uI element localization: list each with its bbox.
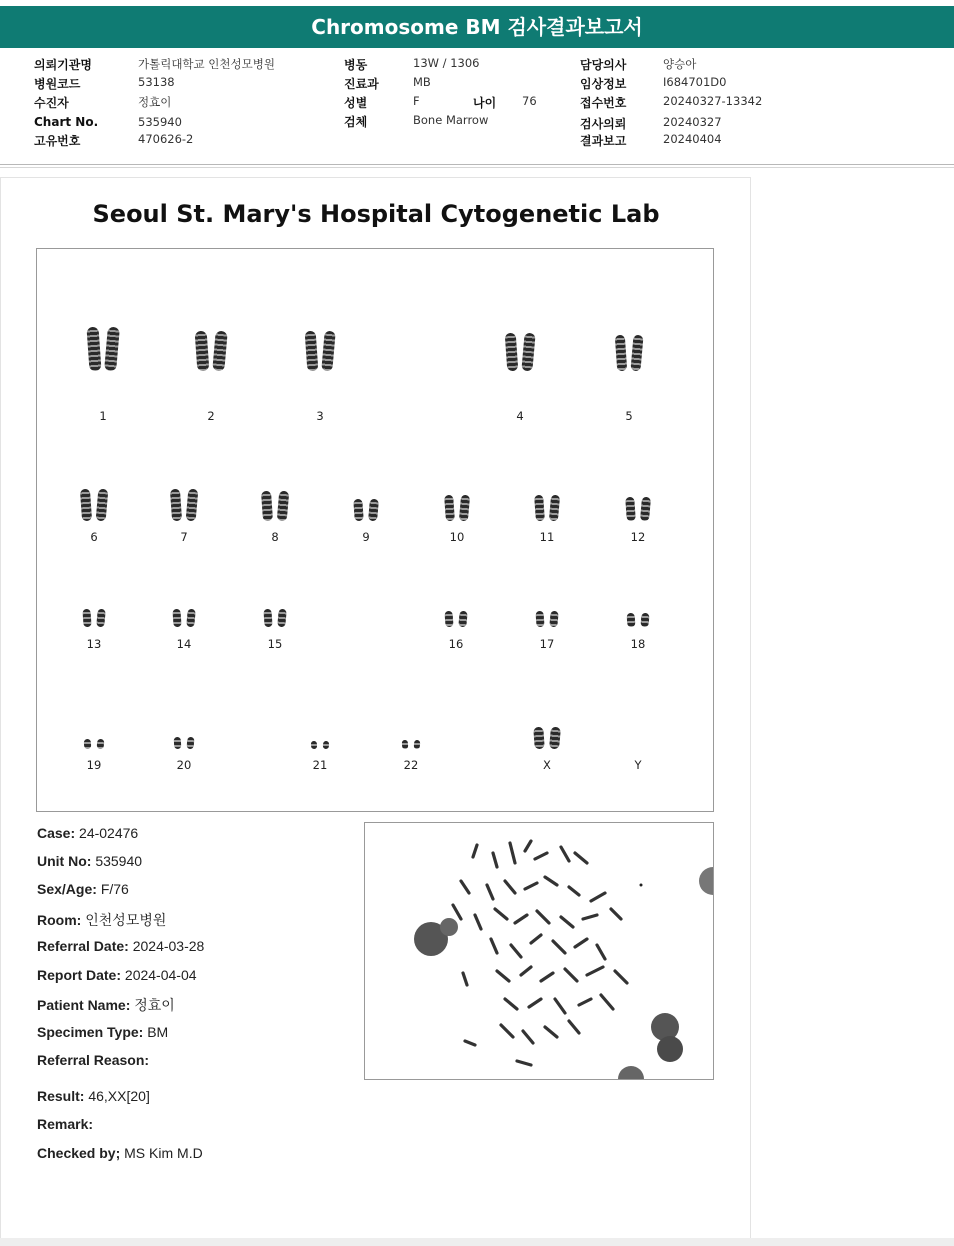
- case-value: 24-02476: [79, 825, 139, 841]
- chromosome-label: 7: [180, 530, 188, 544]
- referral-reason-label: Referral Reason:: [37, 1052, 150, 1068]
- chromosome-14: [172, 609, 181, 628]
- header-divider: [0, 164, 954, 165]
- chromosome-label: 11: [539, 530, 555, 544]
- specimen-type-label: Specimen Type:: [37, 1024, 144, 1040]
- karyogram: [36, 248, 714, 812]
- chromosome-label: 9: [362, 530, 370, 544]
- chromosome-11: [549, 495, 560, 522]
- chromosome-14: [186, 609, 196, 628]
- header-value-hospital-code: 53138: [138, 75, 175, 89]
- chromosome-2: [212, 331, 227, 372]
- checked-by-field: [37, 1145, 203, 1161]
- chromosome-8: [261, 491, 273, 522]
- chromosome-18: [627, 613, 636, 628]
- header-value-patient: 정효이: [138, 95, 172, 109]
- header-label-age: 나이: [473, 96, 497, 110]
- sex-age-label: Sex/Age:: [37, 881, 97, 897]
- header-value-receipt-no: 20240327-13342: [663, 94, 763, 108]
- chromosome-label: 8: [271, 530, 279, 544]
- report-date-label: Report Date:: [37, 967, 122, 983]
- chromosome-label: 12: [630, 530, 646, 544]
- unit-no-field: [37, 853, 142, 869]
- chromosome-label: 4: [516, 409, 524, 423]
- chromosome-7: [170, 489, 182, 522]
- header-label-result-report: 결과보고: [580, 134, 627, 148]
- chromosome-label: 19: [86, 758, 102, 772]
- sex-age-value: F/76: [100, 881, 129, 897]
- chromosome-22: [402, 740, 409, 749]
- metaphase-image: [364, 822, 714, 1080]
- chromosome-13: [96, 609, 106, 628]
- referral-date-value: 2024-03-28: [132, 938, 205, 954]
- chromosome-19: [84, 739, 92, 749]
- chromosome-label: 3: [316, 409, 324, 423]
- chromosome-6: [96, 489, 109, 522]
- chromosome-X: [549, 727, 561, 750]
- report-title-banner: [0, 6, 954, 48]
- patient-name-field: [37, 995, 175, 1015]
- remark-field: [37, 1116, 93, 1132]
- header-label-sex: 성별: [344, 96, 368, 110]
- header-value-unique-no: 470626-2: [138, 132, 194, 146]
- header-label-specimen: 검체: [344, 115, 368, 129]
- chromosome-16: [444, 611, 453, 628]
- chromosome-10: [459, 495, 470, 522]
- chromosome-12: [625, 497, 636, 522]
- remark-label: Remark:: [37, 1116, 94, 1132]
- chromosome-15: [277, 609, 287, 628]
- chromosome-label: 5: [625, 409, 633, 423]
- header-value-institution: 가톨릭대학교 인천성모병원: [138, 57, 275, 71]
- chromosome-1: [104, 327, 120, 372]
- chromosome-7: [186, 489, 199, 522]
- chromosome-3: [305, 331, 319, 372]
- unit-no-value: 535940: [95, 853, 143, 869]
- chromosome-label: X: [543, 758, 551, 772]
- report-date-value: 2024-04-04: [124, 967, 197, 983]
- chromosome-label: 15: [267, 637, 283, 651]
- specimen-type-value: BM: [147, 1024, 169, 1040]
- header-label-department: 진료과: [344, 77, 379, 91]
- report-date-field: [37, 967, 197, 983]
- chromosome-8: [277, 491, 290, 522]
- referral-reason-field: [37, 1052, 149, 1068]
- chromosome-9: [353, 499, 364, 522]
- chromosome-19: [97, 739, 105, 750]
- room-label: Room:: [37, 912, 82, 928]
- report-title: Chromosome BM 검사결과보고서: [311, 15, 643, 39]
- chromosome-4: [521, 333, 535, 372]
- chromosome-11: [534, 495, 545, 522]
- header-label-clinical-info: 임상정보: [580, 77, 627, 91]
- header-label-chart-no: Chart No.: [34, 115, 99, 129]
- case-field: [37, 825, 138, 841]
- chromosome-5: [630, 335, 643, 372]
- result-label: Result:: [37, 1088, 85, 1104]
- chromosome-label: 6: [90, 530, 98, 544]
- chromosome-4: [505, 333, 519, 372]
- chromosome-21: [311, 741, 318, 749]
- chromosome-label: 2: [207, 409, 215, 423]
- bottom-scroll-strip: [0, 1238, 954, 1246]
- chromosome-label: 17: [539, 637, 555, 651]
- chromosome-12: [640, 497, 651, 522]
- chromosome-17: [535, 611, 544, 628]
- chromosome-20: [174, 737, 182, 749]
- chromosome-label: 16: [448, 637, 464, 651]
- header-label-doctor: 담당의사: [580, 58, 627, 72]
- chromosome-13: [82, 609, 91, 628]
- patient-header: [0, 52, 954, 164]
- header-value-ward: 13W / 1306: [413, 56, 480, 70]
- header-value-department: MB: [413, 75, 431, 89]
- sex-age-field: [37, 881, 129, 897]
- chromosome-2: [195, 331, 210, 372]
- metaphase-spread: [365, 823, 713, 1079]
- chromosome-22: [414, 740, 421, 749]
- chromosome-label: 21: [312, 758, 328, 772]
- chromosome-label: 14: [176, 637, 192, 651]
- patient-name-label: Patient Name:: [37, 997, 131, 1013]
- chromosome-17: [549, 611, 558, 628]
- header-divider-secondary: [0, 167, 954, 168]
- header-value-specimen: Bone Marrow: [413, 113, 489, 127]
- checked-by-value: MS Kim M.D: [124, 1145, 203, 1161]
- header-label-test-request: 검사의뢰: [580, 117, 627, 131]
- header-label-receipt-no: 접수번호: [580, 96, 627, 110]
- chromosome-15: [263, 609, 272, 628]
- chromosome-6: [80, 489, 92, 522]
- chromosome-label: 22: [403, 758, 419, 772]
- chromosome-label: 10: [449, 530, 465, 544]
- specimen-type-field: [37, 1024, 168, 1040]
- chromosome-21: [323, 741, 330, 749]
- lab-title: Seoul St. Mary's Hospital Cytogenetic Lab: [92, 200, 660, 228]
- chromosome-10: [444, 495, 455, 522]
- chromosome-3: [321, 331, 335, 372]
- chromosome-X: [533, 727, 545, 750]
- result-field: [37, 1088, 150, 1104]
- header-label-institution: 의뢰기관명: [34, 58, 92, 72]
- chromosome-5: [615, 335, 627, 372]
- header-value-doctor: 양승아: [663, 57, 697, 71]
- header-value-sex: F: [413, 94, 420, 108]
- header-value-age: 76: [522, 94, 537, 108]
- room-value: 인천성모병원: [85, 912, 167, 928]
- chromosome-20: [186, 737, 194, 750]
- case-label: Case:: [37, 825, 76, 841]
- header-label-hospital-code: 병원코드: [34, 77, 81, 91]
- header-value-result-report: 20240404: [663, 132, 722, 146]
- checked-by-label: Checked by;: [37, 1145, 121, 1161]
- chromosome-label: Y: [634, 758, 642, 772]
- referral-date-field: [37, 938, 204, 954]
- chromosome-18: [640, 613, 649, 628]
- header-label-unique-no: 고유번호: [34, 134, 81, 148]
- header-value-clinical-info: I684701D0: [663, 75, 727, 89]
- chromosome-1: [86, 327, 101, 372]
- header-value-chart-no: 535940: [138, 115, 182, 129]
- chromosome-label: 1: [99, 409, 107, 423]
- header-label-ward: 병동: [344, 58, 368, 72]
- header-value-test-request: 20240327: [663, 115, 722, 129]
- room-field: [37, 910, 166, 930]
- header-label-patient: 수진자: [34, 96, 69, 110]
- unit-no-label: Unit No:: [37, 853, 92, 869]
- chromosome-label: 20: [176, 758, 192, 772]
- chromosome-9: [368, 499, 379, 522]
- chromosome-label: 18: [630, 637, 646, 651]
- chromosome-label: 13: [86, 637, 102, 651]
- referral-date-label: Referral Date:: [37, 938, 129, 954]
- chromosome-16: [458, 611, 467, 628]
- patient-name-value: 정효이: [134, 997, 175, 1013]
- result-value: 46,XX[20]: [88, 1088, 150, 1104]
